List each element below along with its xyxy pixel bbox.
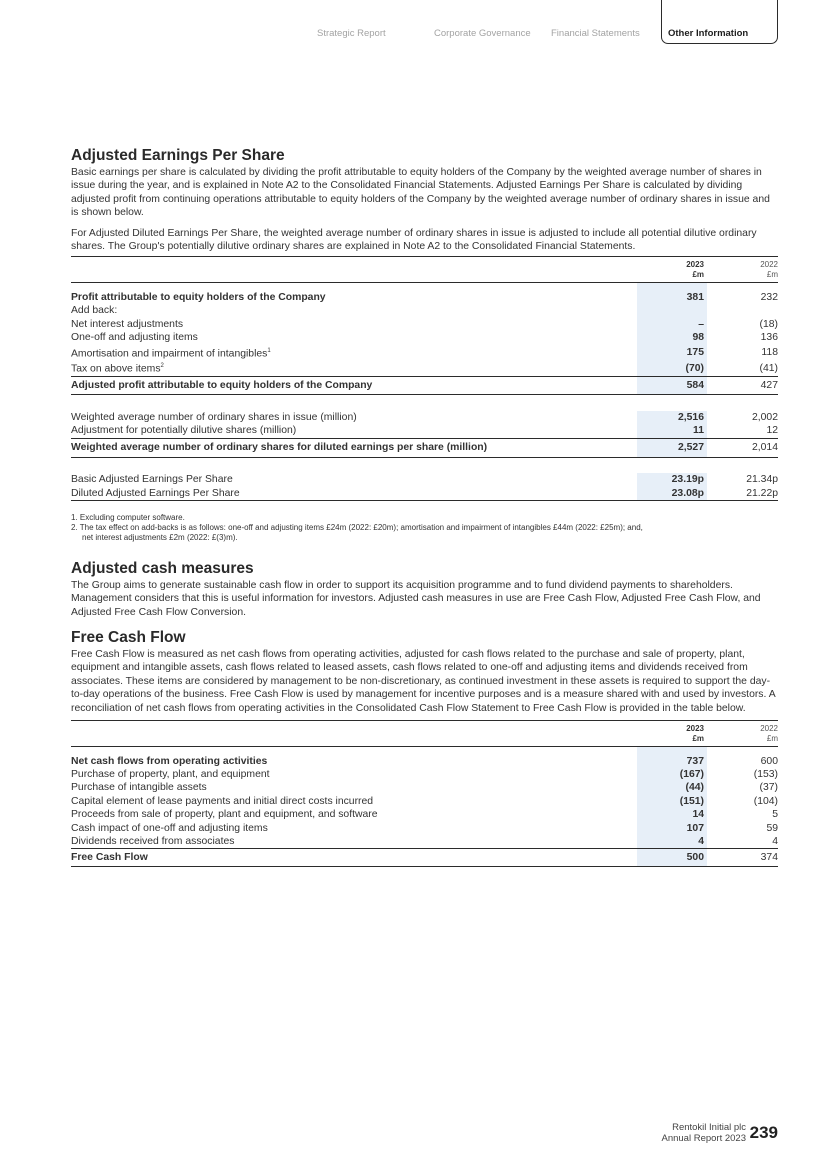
footer-report-name: Annual Report 2023 <box>661 1133 746 1144</box>
fcf-col-2022: 2022 £m <box>707 721 778 747</box>
table-row: Purchase of intangible assets (44) (37) <box>71 782 778 794</box>
footnote-2: 2. The tax effect on add-backs is as follows: one-off and adjusting items £24m (2022: £20m); amortisation and impairment of intangibles £44m (2022: £25m); and, <box>71 522 643 532</box>
eps-paragraph-2: For Adjusted Diluted Earnings Per Share, the weighted average number of ordinary shares in issue is adjusted to include all potential dilutive ordinary shares. The Group's potentially dilutive ordinary shares are explained in Note A2 to the Consolidated Financial Statements. <box>71 227 757 253</box>
table-row: Weighted average number of ordinary shares for diluted earnings per share (million) 2,527 2,014 <box>71 438 778 457</box>
table-row: Weighted average number of ordinary shares in issue (million) 2,516 2,002 <box>71 411 778 423</box>
table-row: Basic Adjusted Earnings Per Share 23.19p 21.34p <box>71 474 778 486</box>
cash-section <box>71 560 778 619</box>
table-row: Capital element of lease payments and initial direct costs incurred (151) (104) <box>71 795 778 807</box>
table-row: Amortisation and impairment of intangibles$^1$ 175 118 <box>71 345 778 361</box>
table-row: Dividends received from associates 4 4 <box>71 835 778 847</box>
cash-title: Adjusted cash measures <box>71 560 254 577</box>
eps-paragraph-1: Basic earnings per share is calculated by dividing the profit attributable to equity holders of the Company by the weighted average number of shares in issue during the year, and is explained in Note A2 to the Consolidated Financial Statements. Adjusted Earnings Per Share is calculated by dividing adjusted profit from continuing operations attributable to equity holders of the Company by the weighted average number of ordinary shares in issue and is shown below. <box>71 167 770 219</box>
table-row: Net interest adjustments – (18) <box>71 318 778 330</box>
table-row: Purchase of property, plant, and equipment (167) (153) <box>71 768 778 780</box>
table-row: Tax on above items$^2$ (70) (41) <box>71 360 778 376</box>
eps-footnotes <box>71 513 778 543</box>
eps-title: Adjusted Earnings Per Share <box>71 147 285 164</box>
eps-table-header <box>71 257 778 283</box>
table-row: Add back: <box>71 304 778 317</box>
nav-other-information-tab[interactable] <box>661 0 778 44</box>
eps-col-2022: 2022 £m <box>707 257 778 283</box>
cash-paragraph: The Group aims to generate sustainable cash flow in order to support its acquisition programme and to fund dividend payments to shareholders. Management considers that this is useful information for investors. Adjusted cash measures in use are Free Cash Flow, Adjusted Free Cash Flow, and Adjusted Free Cash Flow Conversion. <box>71 580 761 618</box>
table-row: Proceeds from sale of property, plant and equipment, and software 14 5 <box>71 809 778 821</box>
table-row: Diluted Adjusted Earnings Per Share 23.08p 21.22p <box>71 487 778 499</box>
table-row: One-off and adjusting items 98 136 <box>71 332 778 344</box>
footnote-2-continued: net interest adjustments £2m (2022: £(3)m). <box>82 532 238 542</box>
fcf-title: Free Cash Flow <box>71 629 186 646</box>
page-number: 239 <box>749 1123 778 1142</box>
table-row: Adjusted profit attributable to equity holders of the Company 584 427 <box>71 377 778 395</box>
table-row: Profit attributable to equity holders of the Company 381 232 <box>71 291 778 303</box>
table-row: Free Cash Flow 500 374 <box>71 849 778 867</box>
table-row: Net cash flows from operating activities 737 600 <box>71 755 778 767</box>
fcf-table-header <box>71 721 778 747</box>
footer-company-name: Rentokil Initial plc <box>672 1122 746 1133</box>
nav-strategic-report[interactable]: Strategic Report <box>317 28 386 39</box>
fcf-paragraph: Free Cash Flow is measured as net cash flows from operating activities, adjusted for cash flows related to the purchase and sale of property, plant, equipment and intangible assets, cash flows related to leased assets, cash flows related to one-off and adjusting items and dividends received from associates. These items are considered by management to be non-discretionary, as continued investment in these assets is required to support the day-to-day operations of the business. Free Cash Flow is used by management for incentive purposes and is a measure shared with and used by investors. A reconciliation of net cash flows from operating activities in the Consolidated Cash Flow Statement to Free Cash Flow is provided in the table below. <box>71 649 776 714</box>
nav-corporate-governance[interactable]: Corporate Governance <box>434 28 531 39</box>
eps-col-2023: 2023 £m <box>637 257 707 283</box>
table-row: Cash impact of one-off and adjusting items 107 59 <box>71 822 778 834</box>
footnote-1: 1. Excluding computer software. <box>71 512 185 522</box>
top-navigation <box>0 0 825 46</box>
table-row: Adjustment for potentially dilutive shares (million) 11 12 <box>71 425 778 437</box>
nav-financial-statements[interactable]: Financial Statements <box>551 28 640 39</box>
nav-other-information-label: Other Information <box>668 28 749 39</box>
fcf-section <box>71 629 778 867</box>
eps-table <box>71 256 778 501</box>
fcf-table <box>71 720 778 867</box>
eps-section <box>71 147 778 543</box>
fcf-col-2023: 2023 £m <box>637 721 707 747</box>
footer-company <box>661 1122 746 1144</box>
